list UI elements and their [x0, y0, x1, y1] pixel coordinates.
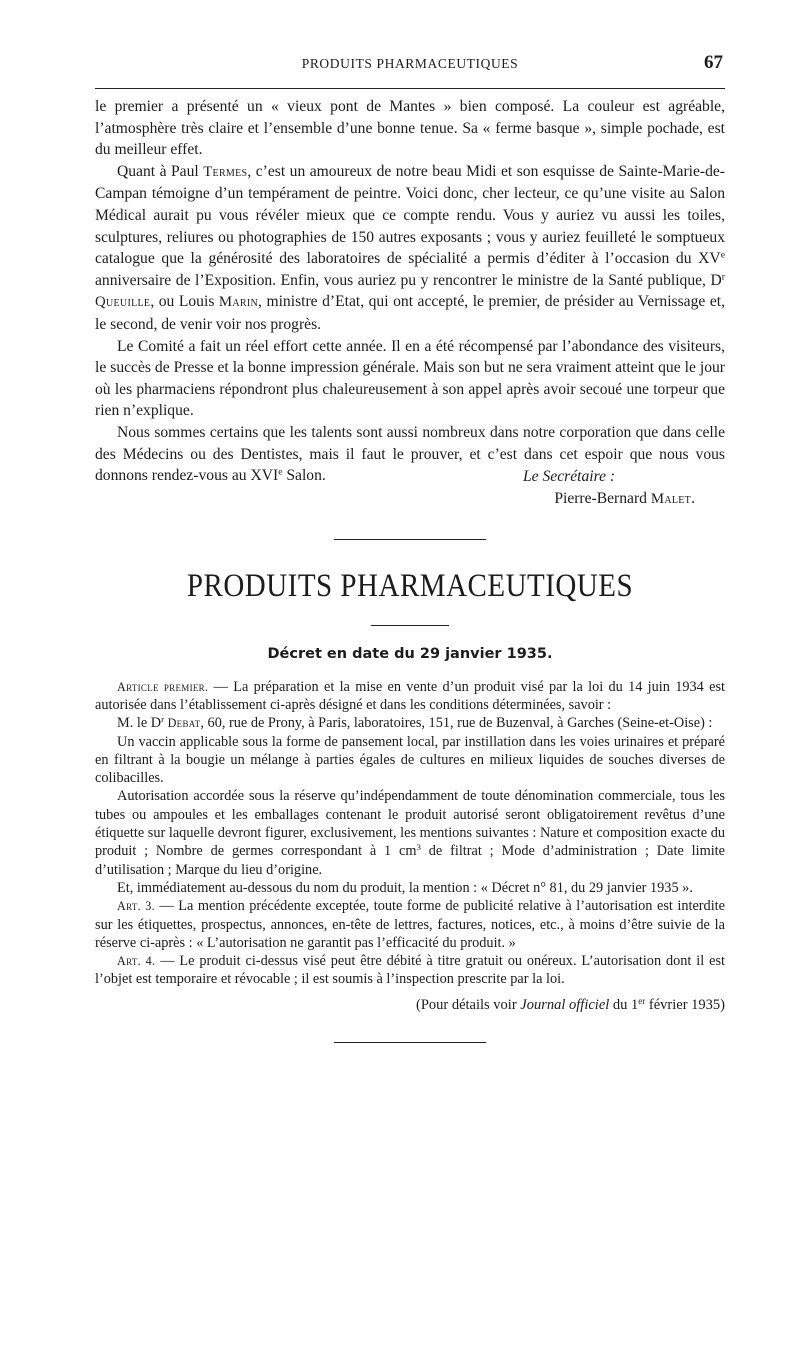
paragraph — [95, 678, 725, 715]
page — [95, 50, 725, 1043]
section-title: PRODUITS PHARMACEUTIQUES — [186, 567, 634, 604]
paragraph — [95, 897, 725, 952]
article-label: Article premier. — [117, 679, 209, 694]
running-head — [95, 50, 725, 86]
text-run: — La mention précédente exceptée, toute forme de publicité relative à l’autorisation est interdite sur les étiquettes, prospectus, annonces, en-tête de lettres, factures, notices, etc., à moins d’être suivie de la réserve ci-après : « L’autorisation ne garantit pas l’efficacité du produit. » — [95, 898, 725, 951]
person-name: Marin — [218, 294, 259, 311]
text-run: , 60, rue de Prony, à Paris, laboratoires, 151, rue de Buzenval, à Garches (Seine-et-Oise) : — [200, 715, 713, 732]
text-run: , ou Louis — [150, 293, 219, 311]
paragraph — [95, 161, 725, 336]
text-run: — Le produit ci-dessus visé peut être débité à titre gratuit ou onéreux. L’autorisation dont il est l’objet est temporaire et révocable ; il est soumis à l’inspection prescrite par la loi. — [95, 953, 725, 988]
signature-role: Le Secrétaire : — [523, 467, 616, 485]
article-label: Art. 4. — [117, 954, 156, 969]
source-note — [95, 997, 725, 1014]
article-label: Art. 3. — [117, 899, 155, 914]
superscript: r — [161, 714, 165, 725]
text-run: Salon. — [282, 467, 326, 485]
end-rule — [334, 1042, 486, 1043]
header-rule — [95, 88, 725, 89]
title-rule — [371, 625, 449, 626]
superscript: r — [721, 271, 725, 283]
text-run: Autorisation accordée sous la réserve qu’indépendamment de toute dénomination commerciale, tous les tubes ou ampoules et les emballages contenant le produit autorisé seront obligatoirement revêtus d’une étiquette sur laquelle devront figurer, exclusivement, les mentions suivantes : Nature et composition exacte du produit ; Nombre de germes correspondant à 1 cm — [95, 788, 725, 860]
journal-title: Journal officiel — [520, 996, 610, 1013]
text-run: février 1935) — [645, 996, 725, 1013]
running-title: PRODUITS PHARMACEUTIQUES — [301, 56, 519, 71]
person-name: Debat — [167, 716, 201, 731]
person-name: Queuille — [95, 294, 151, 311]
signature-name — [554, 488, 695, 511]
paragraph-text: Le Comité a fait un réel effort cette année. Il en a été récompensé par l’abondance des visiteurs, le succès de Presse et la bonne impression générale. Mais son but ne sera vraiment atteint que le jour où les pharmaciens répondront plus chaleureusement à son appel après avoir secoué une torpeur que rien n’explique. — [95, 337, 725, 420]
superscript: 3 — [416, 842, 421, 853]
superscript: er — [638, 995, 646, 1006]
paragraph — [95, 952, 725, 989]
page-number: 67 — [704, 52, 723, 73]
paragraph-text: le premier a présenté un « vieux pont de Mantes » bien composé. La couleur est agréable, l’atmosphère très claire et l’ensemble d’une bonne tenue. Sa « ferme basque », simple pochade, est du meilleur effet. — [95, 98, 725, 159]
text-run: du 1 — [609, 996, 639, 1013]
text-run: (Pour détails voir — [415, 996, 521, 1013]
paragraph-text: Un vaccin applicable sous la forme de pansement local, par instillation dans les voies urinaires et préparé en filtrant à la bougie un mélange à parties égales de cultures en milieux liquides de souches diverses de colibacilles. — [95, 733, 725, 787]
paragraph — [95, 714, 725, 732]
section-divider — [334, 539, 486, 540]
person-name: Termes — [203, 163, 248, 180]
text-run: Nous sommes certains que les talents sont aussi nombreux dans notre corporation que dans celle des Médecins ou des Dentistes, mais il faut le prouver, et c’est dans cet espoir que nous vous donnons rendez-vous au XVI — [95, 423, 725, 485]
decree-text — [95, 678, 725, 989]
superscript: e — [720, 249, 725, 261]
text-run: Pierre-Bernard — [554, 489, 651, 507]
article-salon-text — [95, 96, 725, 531]
text-run: — La préparation et la mise en vente d’un produit visé par la loi du 14 juin 1934 est autorisée dans l’établissement ci-après désigné et dans les conditions déterminées, savoir : — [95, 678, 725, 713]
paragraph-text: Et, immédiatement au-dessous du nom du produit, la mention : « Décret n° 81, du 29 janvier 1935 ». — [117, 879, 693, 896]
text-run: M. le D — [117, 715, 162, 732]
paragraph — [95, 879, 725, 897]
paragraph — [95, 422, 725, 487]
paragraph — [95, 336, 725, 422]
superscript: e — [278, 466, 283, 478]
person-name: Malet — [650, 490, 692, 507]
paragraph — [95, 96, 725, 161]
paragraph — [95, 733, 725, 788]
text-run: . — [691, 489, 695, 507]
text-run: de filtrat ; Mode d’administration ; Date limite d’utilisation ; Marque du lieu d’origine. — [95, 843, 725, 878]
text-run: , c’est un amoureux de notre beau Midi et son esquisse de Sainte-Marie-de-Campan témoigne d’un tempérament de peintre. Voici donc, cher lecteur, ce qu’une visite au Salon Médical aurait pu vous révéler mieux que ce compte rendu. Vous y auriez vu aussi les toiles, sculptures, reliures ou photographies de 150 autres exposants ; vous y auriez feuilleté le somptueux catalogue que la générosité des laboratoires de spécialité a permis d’éditer à l’occasion du XV — [95, 162, 726, 268]
text-run: Quant à Paul — [117, 162, 204, 180]
text-run: anniversaire de l’Exposition. Enfin, vous auriez pu y rencontrer le ministre de la Santé publique, D — [95, 271, 722, 289]
decree-heading: Décret en date du 29 janvier 1935. — [267, 645, 553, 662]
paragraph — [95, 787, 725, 878]
text-run: , ministre d’Etat, qui ont accepté, le premier, de présider au Vernissage et, le second, de venir voir nos progrès. — [95, 293, 725, 333]
